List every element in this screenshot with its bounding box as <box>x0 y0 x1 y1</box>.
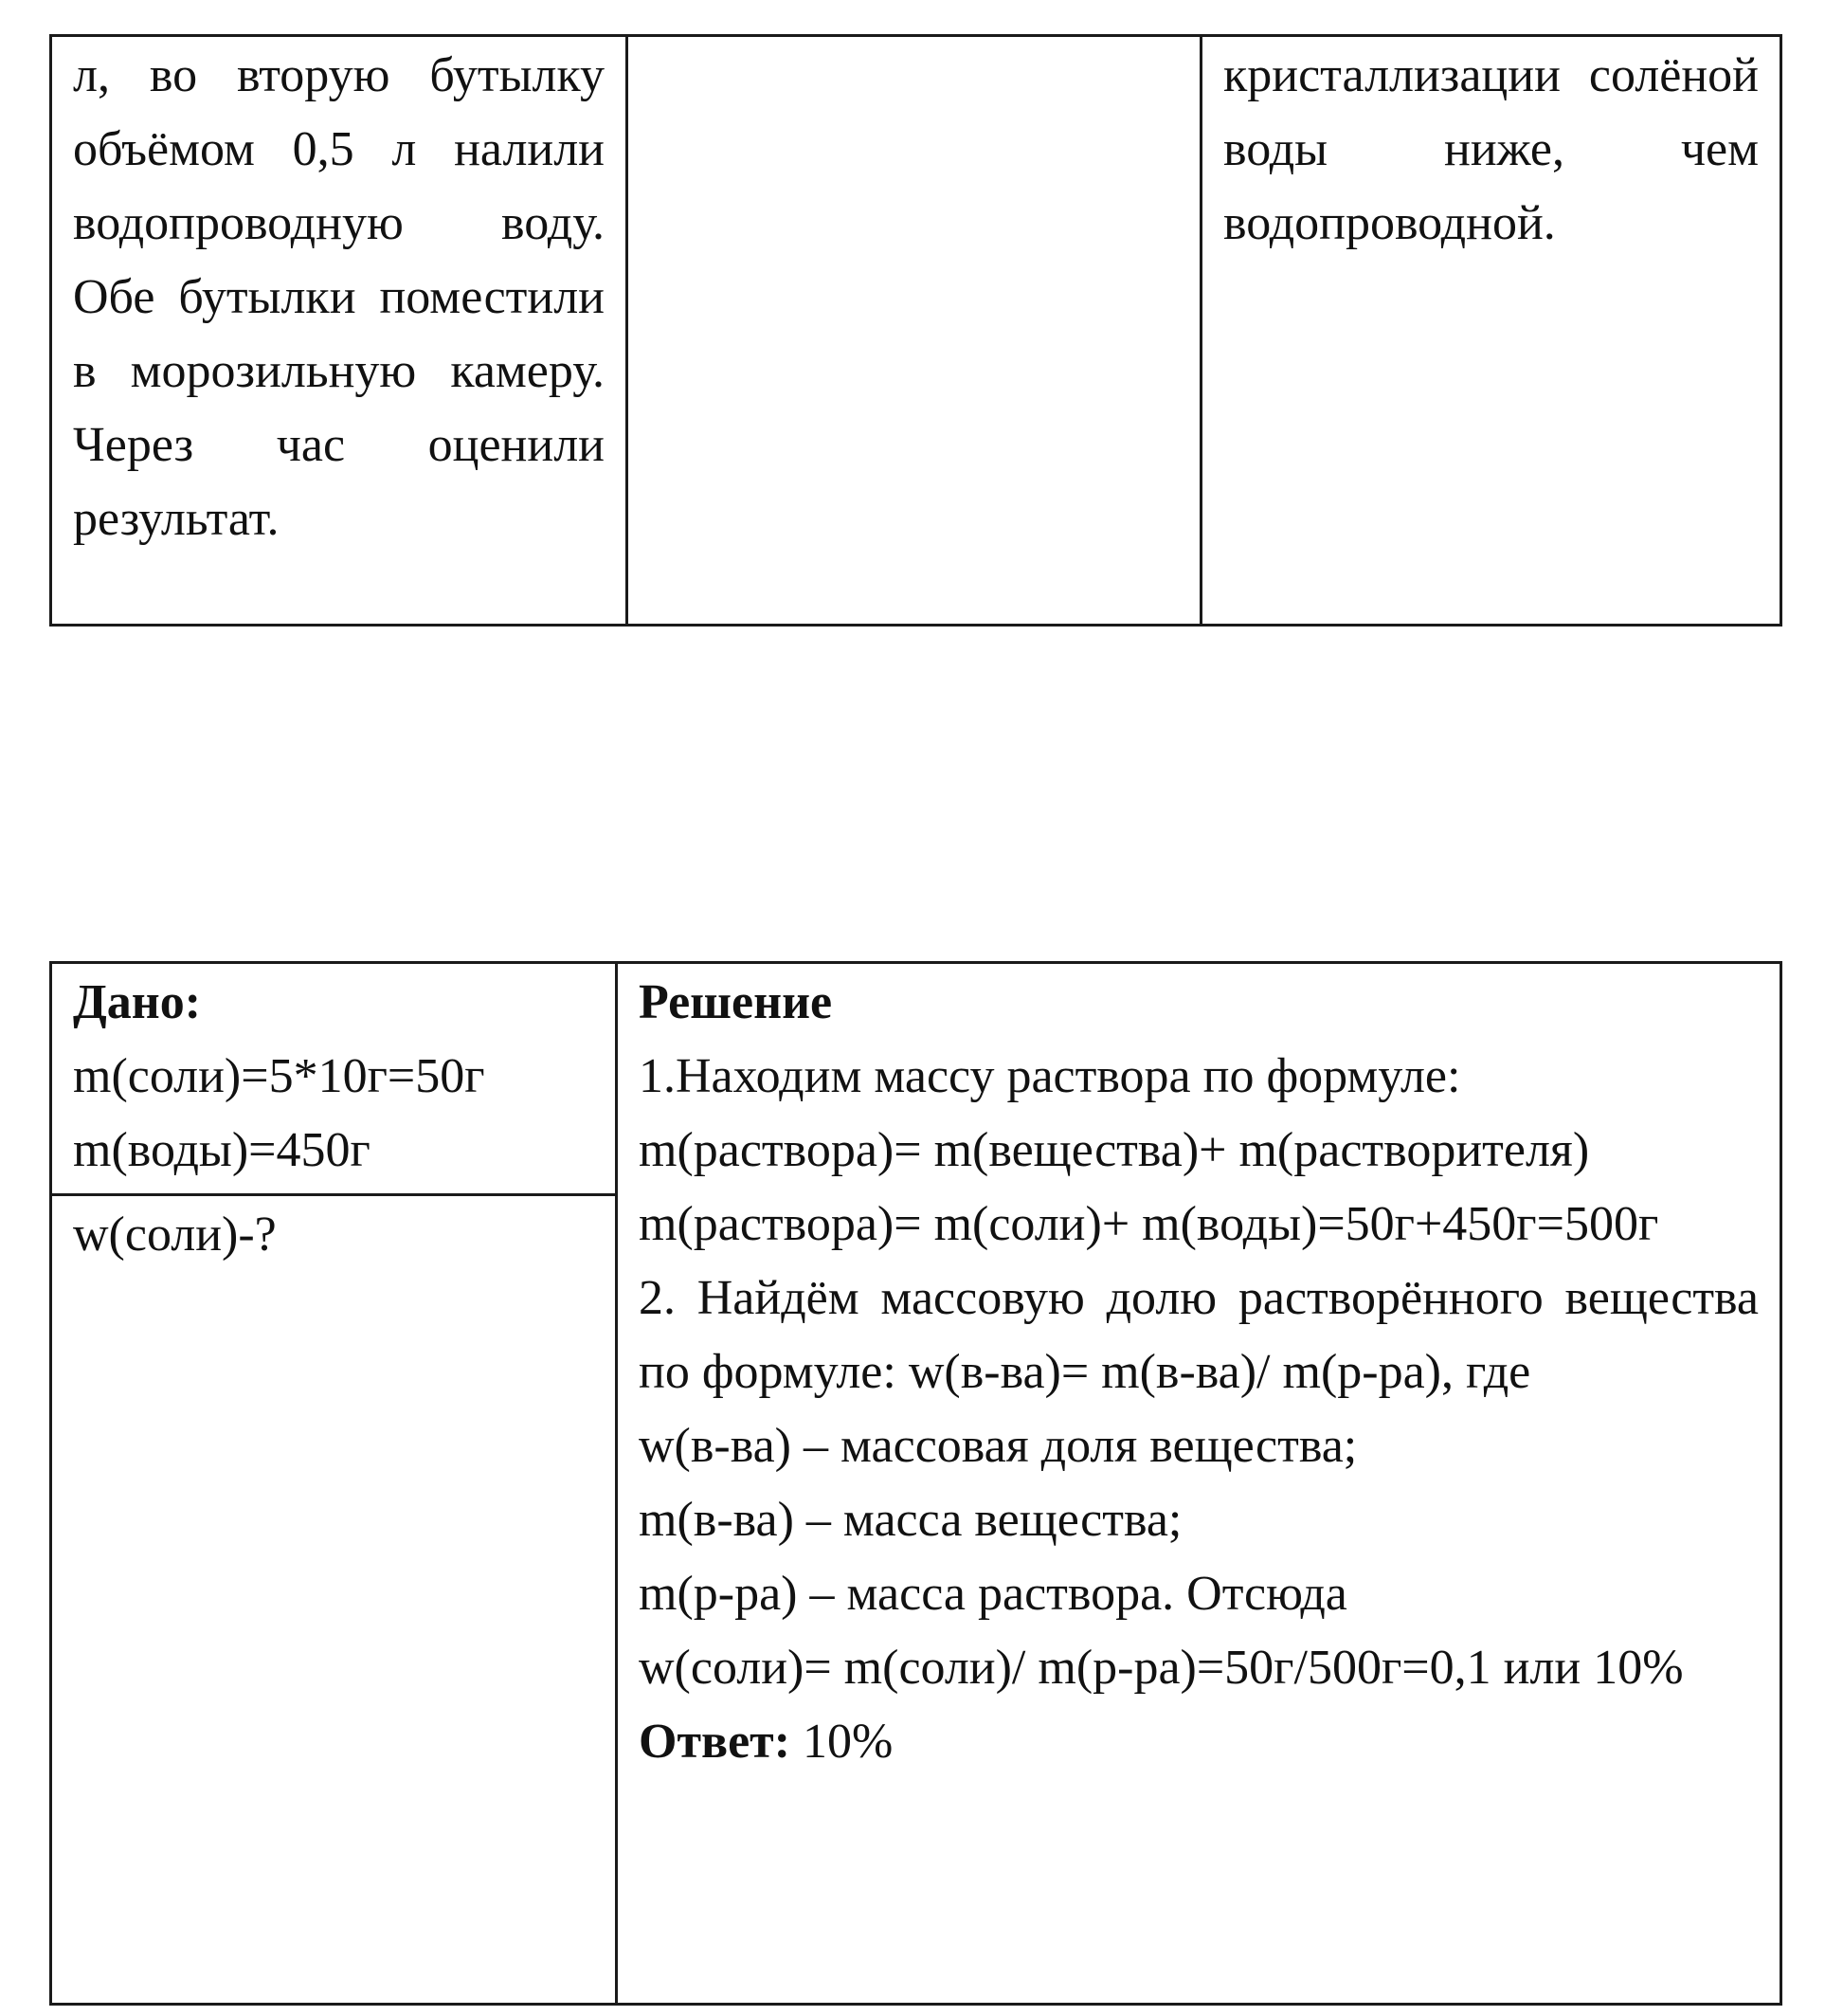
solution-def-3: m(р-ра) – масса раствора. Отсюда <box>639 1567 1347 1621</box>
solution-step-1: 1.Находим массу раствора по формуле: <box>639 1049 1461 1103</box>
solution-answer <box>639 1705 1759 1779</box>
solution-def-2: m(в-ва) – масса вещества; <box>639 1493 1183 1547</box>
solution-def-1: w(в-ва) – массовая доля вещества; <box>639 1419 1358 1473</box>
find-text: w(соли)-? <box>73 1208 277 1262</box>
solution-formula-1: m(раствора)= m(вещества)+ m(растворителя) <box>639 1123 1590 1177</box>
answer-value: 10% <box>790 1715 894 1769</box>
table-experiment <box>49 34 1782 627</box>
procedure-text: л, во вторую бутылку объёмом 0,5 л налили водопроводную воду. Обе бутылки поместили в морозильную камеру. Через час оценили результат. <box>73 48 605 546</box>
cell-find <box>51 1195 617 2005</box>
solution-calc-2: w(соли)= m(соли)/ m(р-ра)=50г/500г=0,1 или 10% <box>639 1641 1684 1695</box>
table-problem <box>49 961 1782 2006</box>
cell-given <box>51 963 617 1195</box>
cell-procedure <box>51 36 627 626</box>
solution-step-2: 2. Найдём массовую долю растворённого вещества по формуле: w(в-ва)= m(в-ва)/ m(р-ра), где <box>639 1271 1759 1399</box>
solution-heading: Решение <box>639 975 833 1029</box>
cell-solution <box>617 963 1781 2005</box>
given-line-water: m(воды)=450г <box>73 1123 370 1177</box>
answer-label: Ответ: <box>639 1715 791 1769</box>
cell-empty <box>627 36 1202 626</box>
conclusion-text: кристаллизации солёной воды ниже, чем водопроводной. <box>1223 48 1759 250</box>
solution-calc-1: m(раствора)= m(соли)+ m(воды)=50г+450г=500г <box>639 1197 1659 1251</box>
cell-conclusion <box>1202 36 1781 626</box>
given-heading: Дано: <box>73 975 202 1029</box>
given-line-salt: m(соли)=5*10г=50г <box>73 1049 485 1103</box>
